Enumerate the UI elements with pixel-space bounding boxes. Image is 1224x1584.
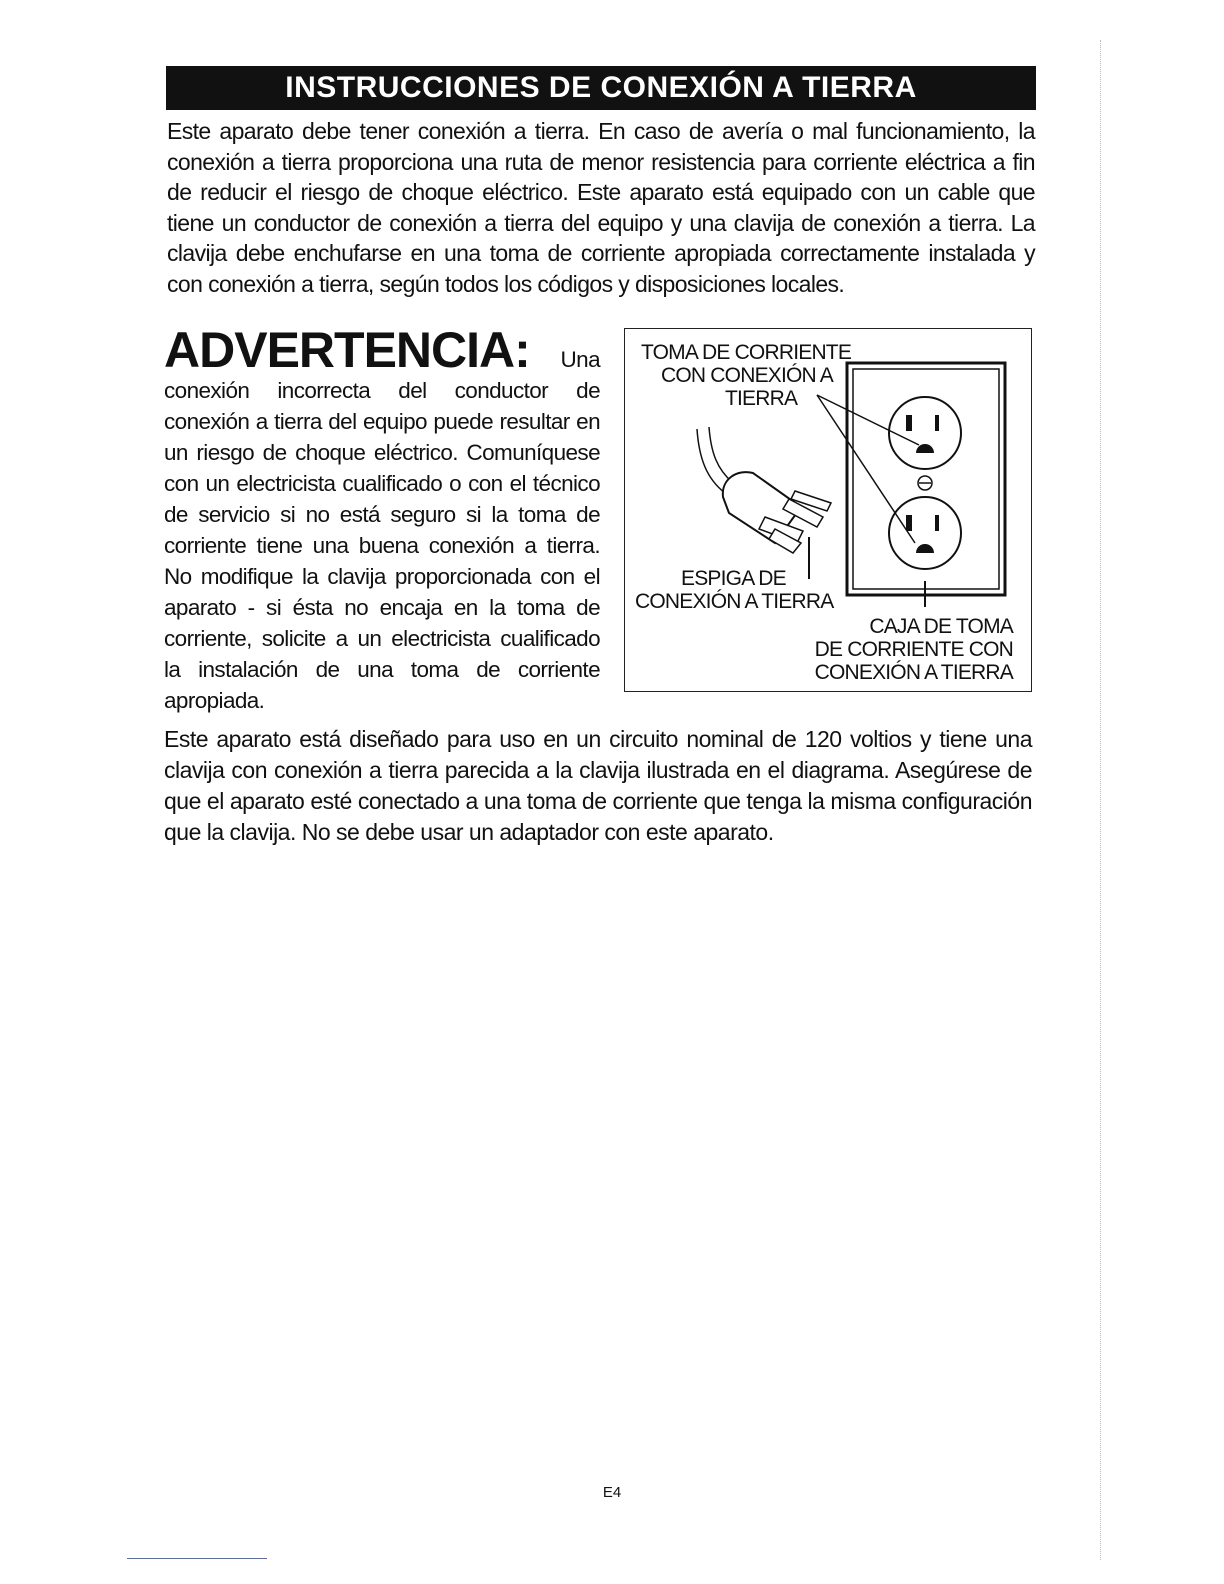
- intro-paragraph: [167, 116, 1035, 299]
- page-number: E4: [602, 1484, 622, 1501]
- grounding-diagram: [624, 328, 1032, 692]
- warning-text: Una conexión incorrecta del conductor de conexión a tierra del equipo puede resultar en un riesgo de choque eléctrico. Comuníquese con un electricista cualificado o con el técnico de servicio si no está seguro si la toma de corriente tiene una buena conexión a tierra. No modifique la clavija proporcionada con el aparato - si ésta no encaja en la toma de corriente, solicite a un electricista cualificado la instalación de una toma de corriente apropiada.: [164, 347, 600, 713]
- scan-edge: [1100, 40, 1102, 1560]
- box-label: [815, 615, 1013, 684]
- box-label-line-2: DE CORRIENTE CON: [814, 638, 1013, 661]
- warning-heading: ADVERTENCIA:: [164, 322, 530, 378]
- intro-text: Este aparato debe tener conexión a tierra. En caso de avería o mal funcionamiento, la conexión a tierra proporciona una ruta de menor resistencia para corriente eléctrica a fin de reducir el riesgo de choque eléctrico. Este aparato está equipado con un cable que tiene un conductor de conexión a tierra del equipo y una clavija de conexión a tierra. La clavija debe enchufarse en una toma de corriente apropiada correctamente instalada y con conexión a tierra, según todos los códigos y disposiciones locales.: [167, 118, 1035, 297]
- outlet-label-line-1: TOMA DE CORRIENTE: [641, 341, 852, 364]
- lower-receptacle: [889, 497, 961, 569]
- section-title: INSTRUCCIONES DE CONEXIÓN A TIERRA: [166, 66, 1036, 110]
- upper-receptacle: [889, 397, 961, 469]
- box-label-line-3: CONEXIÓN A TIERRA: [814, 661, 1013, 684]
- outlet-label-line-2: CON CONEXIÓN A: [661, 364, 833, 387]
- pin-label: [635, 567, 833, 613]
- pin-label-line-2: CONEXIÓN A TIERRA: [635, 590, 834, 613]
- pin-label-line-1: ESPIGA DE: [681, 567, 786, 590]
- closing-paragraph: Este aparato está diseñado para uso en un circuito nominal de 120 voltios y tiene una clavija con conexión a tierra parecida a la clavija ilustrada en el diagrama. Asegúrese de que el aparato esté conectado a una toma de corriente que tenga la misma configuración que la clavija. No se debe usar un adaptador con este aparato.: [164, 726, 1032, 845]
- box-label-line-1: CAJA DE TOMA: [869, 615, 1013, 638]
- outlet-label-line-3: TIERRA: [725, 387, 798, 410]
- outlet-label: [641, 341, 851, 410]
- footer-rule: [127, 1558, 267, 1559]
- warning-block: [164, 322, 600, 716]
